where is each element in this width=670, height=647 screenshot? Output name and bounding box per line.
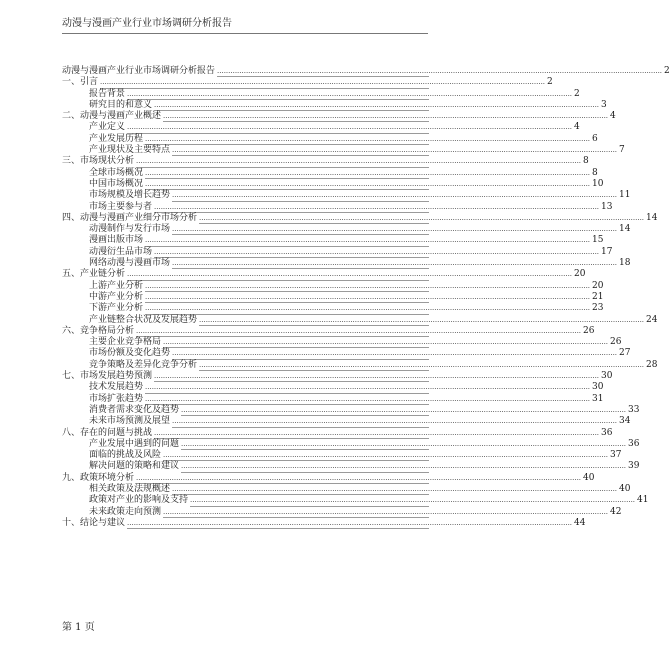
- toc-entry[interactable]: [89, 461, 640, 472]
- toc-entry-title: 十、结论与建议: [62, 517, 126, 528]
- toc-entry-page: 44: [574, 517, 586, 528]
- toc-entry-title: 竞争策略及差异化竞争分析: [89, 359, 198, 370]
- toc-entry-title: 消费者需求变化及趋势: [89, 404, 180, 415]
- toc-entry-page: 11: [619, 190, 631, 201]
- toc-entry-title: 动漫制作与发行市场: [89, 224, 171, 235]
- toc-entry[interactable]: [62, 517, 586, 529]
- page-header: 动漫与漫画产业行业市场调研分析报告: [62, 18, 232, 29]
- toc-entry[interactable]: [89, 246, 613, 258]
- toc-entry-page: 4: [574, 122, 580, 133]
- toc-entry-title: 政策对产业的影响及支持: [89, 495, 189, 506]
- toc-entry[interactable]: [62, 212, 658, 224]
- toc-leader-dots: ........................................................................................................................................................................................................: [154, 100, 600, 109]
- toc-entry[interactable]: [89, 133, 598, 145]
- toc-entry[interactable]: [89, 348, 631, 359]
- toc-entry[interactable]: [62, 111, 616, 122]
- toc-entry-page: 40: [619, 483, 631, 494]
- toc-leader-dots: ........................................................................................................................................................................................................: [127, 89, 573, 98]
- toc-leader-dots: ........................................................................................................................................................................................................: [172, 191, 618, 200]
- toc-entry[interactable]: [89, 122, 580, 133]
- toc-entry[interactable]: [62, 325, 595, 337]
- toc-leader-dots: ........................................................................................................................................................................................................: [163, 112, 609, 121]
- toc-entry-title: 中游产业分析: [89, 291, 144, 302]
- toc-leader-dots: ........................................................................................................................................................................................................: [163, 338, 609, 347]
- toc-entry-title: 市场主要参与者: [89, 201, 153, 212]
- toc-entry[interactable]: [62, 66, 670, 77]
- toc-entry-title: 动漫与漫画产业行业市场调研分析报告: [62, 66, 216, 76]
- toc-entry-title: 中国市场概况: [89, 178, 144, 189]
- toc-entry-page: 37: [610, 450, 622, 461]
- toc-entry-page: 39: [628, 461, 640, 472]
- toc-entry-title: 六、竞争格局分析: [62, 325, 135, 336]
- toc-entry[interactable]: [89, 337, 622, 348]
- toc-leader-dots: ........................................................................................................................................................................................................: [199, 213, 645, 222]
- toc-entry-title: 五、产业链分析: [62, 269, 126, 280]
- toc-entry-title: 九、政策环境分析: [62, 472, 135, 483]
- toc-entry-page: 23: [592, 303, 604, 314]
- toc-entry[interactable]: [62, 472, 595, 484]
- toc-entry-page: 7: [619, 145, 625, 156]
- toc-entry[interactable]: [89, 483, 631, 495]
- toc-entry-title: 研究目的和意义: [89, 99, 153, 110]
- toc-entry-title: 四、动漫与漫画产业细分市场分析: [62, 212, 198, 223]
- toc-entry[interactable]: [89, 258, 631, 269]
- toc-entry[interactable]: [89, 291, 604, 303]
- table-of-contents: [62, 66, 670, 529]
- toc-entry-page: 36: [628, 438, 640, 449]
- toc-leader-dots: ........................................................................................................................................................................................................: [172, 349, 618, 358]
- toc-leader-dots: ........................................................................................................................................................................................................: [154, 372, 600, 381]
- toc-entry-title: 上游产业分析: [89, 280, 144, 291]
- toc-entry-title: 市场规模及增长趋势: [89, 190, 171, 201]
- toc-entry-page: 42: [610, 506, 622, 517]
- toc-leader-dots: ........................................................................................................................................................................................................: [163, 451, 609, 460]
- toc-entry-page: 8: [583, 156, 589, 167]
- toc-leader-dots: ........................................................................................................................................................................................................: [145, 304, 591, 313]
- toc-entry-title: 网络动漫与漫画市场: [89, 258, 171, 269]
- toc-leader-dots: ........................................................................................................................................................................................................: [154, 202, 600, 211]
- toc-entry-page: 36: [601, 427, 613, 438]
- toc-leader-dots: ........................................................................................................................................................................................................: [127, 518, 573, 527]
- toc-entry[interactable]: [89, 190, 631, 201]
- toc-leader-dots: ........................................................................................................................................................................................................: [145, 383, 591, 392]
- toc-entry-title: 未来市场预测及展望: [89, 416, 171, 427]
- toc-entry-title: 产业现状及主要特点: [89, 145, 171, 156]
- toc-entry-page: 2: [547, 77, 553, 88]
- toc-entry-page: 27: [619, 348, 631, 359]
- toc-entry-page: 31: [592, 393, 604, 404]
- toc-entry[interactable]: [89, 167, 598, 179]
- toc-leader-dots: ........................................................................................................................................................................................................: [145, 394, 591, 403]
- toc-leader-dots: ........................................................................................................................................................................................................: [199, 360, 645, 369]
- toc-entry-title: 漫画出版市场: [89, 235, 144, 246]
- toc-entry-title: 相关政策及法规概述: [89, 483, 171, 494]
- toc-leader-dots: ........................................................................................................................................................................................................: [190, 496, 636, 505]
- toc-leader-dots: ........................................................................................................................................................................................................: [217, 67, 663, 75]
- toc-leader-dots: ........................................................................................................................................................................................................: [163, 507, 609, 516]
- toc-entry-page: 14: [619, 224, 631, 235]
- toc-entry[interactable]: [89, 438, 640, 450]
- toc-entry-title: 未来政策走向预测: [89, 506, 162, 517]
- toc-entry[interactable]: [89, 416, 631, 427]
- toc-leader-dots: ........................................................................................................................................................................................................: [100, 78, 546, 87]
- toc-entry[interactable]: [89, 88, 580, 100]
- toc-entry[interactable]: [89, 224, 631, 235]
- toc-entry[interactable]: [89, 145, 625, 156]
- toc-entry-page: 17: [601, 246, 613, 257]
- toc-leader-dots: ........................................................................................................................................................................................................: [145, 281, 591, 290]
- toc-entry-title: 市场份额及变化趋势: [89, 348, 171, 359]
- toc-entry-title: 产业发展中遇到的问题: [89, 438, 180, 449]
- toc-entry-page: 26: [583, 325, 595, 336]
- toc-entry-page: 8: [592, 167, 598, 178]
- toc-entry-title: 一、引言: [62, 77, 99, 88]
- toc-entry[interactable]: [62, 156, 589, 167]
- toc-entry[interactable]: [89, 404, 640, 416]
- toc-entry-title: 技术发展趋势: [89, 382, 144, 393]
- toc-entry[interactable]: [89, 382, 604, 393]
- toc-entry[interactable]: [89, 303, 604, 314]
- toc-leader-dots: ........................................................................................................................................................................................................: [145, 292, 591, 301]
- toc-entry-page: 6: [592, 133, 598, 144]
- toc-leader-dots: ........................................................................................................................................................................................................: [154, 247, 600, 256]
- toc-entry-page: 41: [637, 495, 649, 506]
- toc-entry-title: 下游产业分析: [89, 303, 144, 314]
- page-number: 第 1 页: [62, 622, 95, 633]
- toc-entry[interactable]: [89, 99, 607, 111]
- toc-leader-dots: ........................................................................................................................................................................................................: [172, 259, 618, 268]
- toc-entry-title: 八、存在的问题与挑战: [62, 427, 153, 438]
- toc-entry-page: 24: [646, 314, 658, 325]
- toc-entry-title: 全球市场概况: [89, 167, 144, 178]
- toc-leader-dots: ........................................................................................................................................................................................................: [172, 484, 618, 493]
- toc-leader-dots: ........................................................................................................................................................................................................: [181, 462, 627, 471]
- toc-entry-page: 3: [601, 99, 607, 110]
- toc-leader-dots: ........................................................................................................................................................................................................: [145, 179, 591, 188]
- toc-entry-page: 40: [583, 472, 595, 483]
- toc-entry-page: 30: [592, 382, 604, 393]
- toc-leader-dots: ........................................................................................................................................................................................................: [127, 123, 573, 132]
- toc-entry[interactable]: [89, 359, 658, 371]
- toc-entry-page: 13: [601, 201, 613, 212]
- toc-leader-dots: ........................................................................................................................................................................................................: [136, 157, 582, 166]
- toc-entry-page: 18: [619, 258, 631, 269]
- toc-entry-page: 4: [610, 111, 616, 122]
- toc-leader-dots: ........................................................................................................................................................................................................: [181, 405, 627, 414]
- toc-entry[interactable]: [89, 314, 658, 326]
- toc-entry-title: 三、市场现状分析: [62, 156, 135, 167]
- toc-entry-page: 2: [574, 88, 580, 99]
- toc-leader-dots: ........................................................................................................................................................................................................: [172, 225, 618, 234]
- toc-entry-page: 20: [574, 269, 586, 280]
- toc-entry-page: 15: [592, 235, 604, 246]
- toc-entry[interactable]: [89, 393, 604, 405]
- toc-entry-page: 30: [601, 371, 613, 382]
- toc-entry-page: 26: [610, 337, 622, 348]
- toc-entry[interactable]: [89, 178, 604, 190]
- toc-leader-dots: ........................................................................................................................................................................................................: [127, 270, 573, 279]
- toc-entry-title: 产业定义: [89, 122, 126, 133]
- toc-entry-title: 动漫衍生品市场: [89, 246, 153, 257]
- toc-leader-dots: ........................................................................................................................................................................................................: [172, 146, 618, 155]
- toc-entry[interactable]: [89, 280, 604, 292]
- toc-entry[interactable]: [89, 235, 604, 246]
- toc-entry-title: 解决问题的策略和建议: [89, 461, 180, 472]
- toc-leader-dots: ........................................................................................................................................................................................................: [136, 473, 582, 482]
- toc-entry-title: 主要企业竞争格局: [89, 337, 162, 348]
- toc-entry-title: 二、动漫与漫画产业概述: [62, 111, 162, 122]
- toc-leader-dots: ........................................................................................................................................................................................................: [145, 168, 591, 177]
- toc-entry-title: 报告背景: [89, 88, 126, 99]
- toc-entry[interactable]: [89, 506, 622, 518]
- toc-entry[interactable]: [89, 450, 622, 461]
- toc-entry[interactable]: [89, 495, 649, 506]
- toc-entry-page: 20: [592, 280, 604, 291]
- toc-leader-dots: ........................................................................................................................................................................................................: [136, 326, 582, 335]
- toc-leader-dots: ........................................................................................................................................................................................................: [181, 439, 627, 448]
- toc-entry-page: 14: [646, 212, 658, 223]
- toc-entry[interactable]: [62, 427, 613, 439]
- toc-leader-dots: ........................................................................................................................................................................................................: [199, 315, 645, 324]
- toc-leader-dots: ........................................................................................................................................................................................................: [172, 417, 618, 426]
- toc-entry[interactable]: [89, 201, 613, 213]
- toc-entry-title: 产业发展历程: [89, 133, 144, 144]
- toc-entry[interactable]: [62, 371, 613, 382]
- toc-entry-page: 33: [628, 404, 640, 415]
- toc-entry-title: 市场扩张趋势: [89, 393, 144, 404]
- toc-entry-title: 面临的挑战及风险: [89, 450, 162, 461]
- toc-entry-page: 34: [619, 416, 631, 427]
- toc-leader-dots: ........................................................................................................................................................................................................: [154, 428, 600, 437]
- toc-entry-title: 产业链整合状况及发展趋势: [89, 314, 198, 325]
- toc-entry-page: 2: [664, 66, 670, 76]
- toc-entry[interactable]: [62, 77, 553, 88]
- toc-leader-dots: ........................................................................................................................................................................................................: [145, 134, 591, 143]
- toc-entry-title: 七、市场发展趋势预测: [62, 371, 153, 382]
- toc-leader-dots: ........................................................................................................................................................................................................: [145, 236, 591, 245]
- toc-entry[interactable]: [62, 269, 586, 280]
- toc-entry-page: 28: [646, 359, 658, 370]
- toc-entry-page: 10: [592, 178, 604, 189]
- toc-entry-page: 21: [592, 291, 604, 302]
- header-divider: [62, 33, 428, 34]
